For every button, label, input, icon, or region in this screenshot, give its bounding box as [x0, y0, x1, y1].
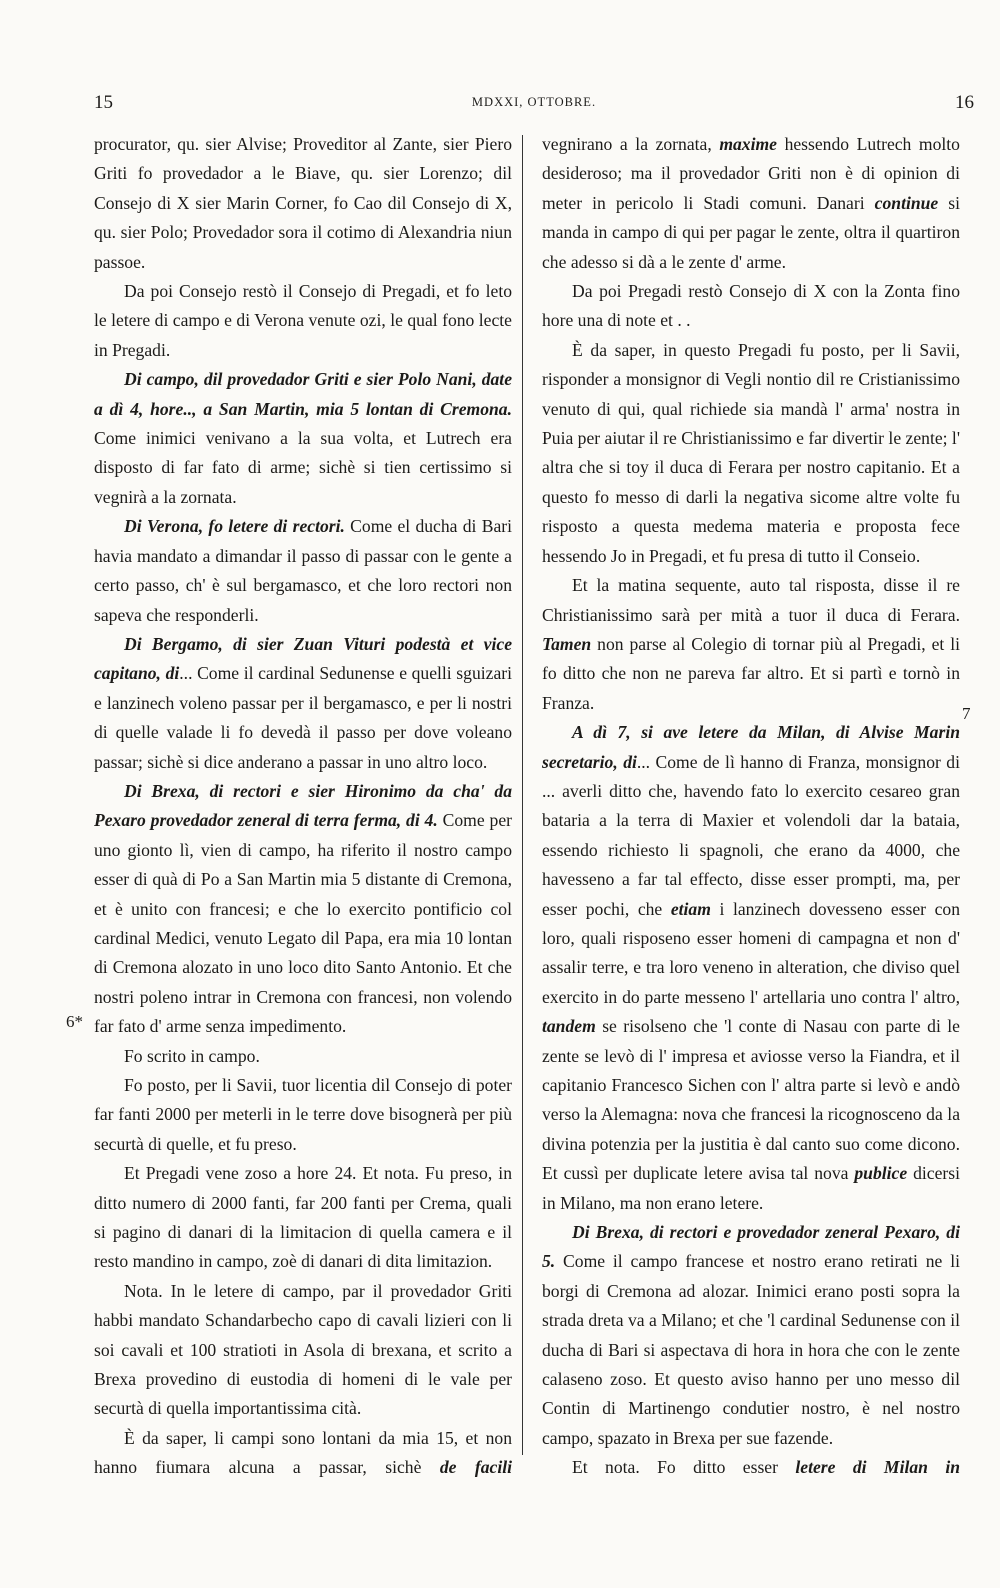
- paragraph-text: Come inimici venivano a la sua volta, et Lutrech era disposto di far fato di arme; sichè si tien certissimo si vegnirà a la zornata.: [94, 428, 512, 507]
- paragraph: Nota. In le letere di campo, par il provedador Griti habbi mandato Schandarbecho capo di cavali lizieri con li soi cavali et 100 stratioti in Asola di brexana, et scrito a Brexa provedino di eustodia di homeni di le vale per securtà di quella importantissima cità.: [94, 1280, 512, 1419]
- page-number-right: 16: [955, 92, 974, 113]
- paragraph: [94, 777, 512, 1042]
- paragraph-text: vegnirano a la zornata,: [542, 134, 720, 154]
- italic-phrase: tandem: [542, 1016, 596, 1037]
- paragraph: [94, 630, 512, 777]
- paragraph: Da poi Consejo restò il Consejo di Pregadi, et fo leto le letere di campo e di Verona venute ozi, le qual fono lecte in Pregadi.: [94, 281, 512, 360]
- paragraph: Fo posto, per li Savii, tuor licentia dil Consejo di poter far fanti 2000 per meterli in le terre dove bisognerà per più securtà di quelle, et fu preso.: [94, 1075, 512, 1154]
- paragraph-text: hessendo Lutrech molto desideroso; ma il provedador Griti non è di opinion di meter in pericolo li Stadi comuni. Danari: [542, 134, 960, 213]
- paragraph-text: Et la matina sequente, auto tal risposta, disse il re Christianissimo sarà per mità a tuor il duca di Ferara.: [542, 575, 960, 625]
- italic-phrase: de facili: [439, 1457, 512, 1478]
- italic-phrase: maxime: [719, 134, 777, 154]
- paragraph: Et Pregadi vene zoso a hore 24. Et nota. Fu preso, in ditto numero di 2000 fanti, far 200 fanti per Crema, quali si pagino di danari di la limitacion di quella camera e il resto mandino in campo, zoè di danari di dita limitazion.: [94, 1163, 512, 1272]
- right-column: [542, 130, 960, 1483]
- margin-note-right: 7: [962, 704, 971, 723]
- paragraph-text: si manda in campo di qui per pagar le zente, oltra il quartiron che adesso si dà a le zente d' arme.: [542, 192, 960, 272]
- paragraph: procurator, qu. sier Alvise; Proveditor al Zante, sier Piero Griti fo provedador a le Biave, qu. sier Lorenzo; dil Consejo di X sier Marin Corner, fo Cao dil Consejo di X, qu. sier Polo; Provedador sora il cotimo di Alexandria niun passoe.: [94, 134, 512, 272]
- paragraph: [542, 718, 960, 1218]
- paragraph: [94, 365, 512, 512]
- italic-heading: A dì 7, si ave letere da Milan, di Alvise Marin secretario, di: [542, 722, 960, 772]
- column-divider: [522, 135, 523, 1455]
- italic-heading: Di Bergamo, di sier Zuan Vituri podestà et vice capitano, di: [94, 633, 512, 684]
- paragraph-text: non parse al Colegio di tornar più al Pregadi, et li fo ditto che non ne pareva far altro. Et si partì e tornò in Franza.: [542, 633, 960, 713]
- italic-heading: Di Brexa, di rectori e sier Hironimo da cha' da Pexaro provedador zeneral di terra ferma, di 4.: [94, 780, 512, 831]
- paragraph-text: dicersi in Milano, ma non erano letere.: [542, 1163, 961, 1213]
- paragraph-text: È da saper, li campi sono lontani da mia 15, et non hanno fiumara alcuna a passar, sichè: [94, 1427, 512, 1478]
- italic-phrase: publice: [854, 1163, 908, 1184]
- left-column: [94, 130, 512, 1483]
- paragraph-text: ... Come de lì hanno di Franza, monsignor di ... averli ditto che, havendo fato lo exercito cesareo gran bataria a la terra di Maxier et volendoli dar la bataia, essendo richiesto li spagnoli, che erano da 4000, che havesseno a far tal effecto, disse esser prompti, ma, per esser pochi, che: [542, 751, 960, 919]
- paragraph: Da poi Pregadi restò Consejo di X con la Zonta fino hore una di note et . .: [542, 281, 960, 331]
- paragraph: [542, 1218, 960, 1453]
- paragraph-text: Et nota. Fo ditto esser: [572, 1457, 796, 1478]
- paragraph: [94, 1424, 512, 1483]
- paragraph-text: Come per uno gionto lì, vien di campo, ha riferito il nostro campo esser di quà di Po a San Martin mia 5 distante di Cremona, et è unito con francesi; e che lo exercito pontificio col cardinal Medici, venuto Legato dil Papa, era mia 10 lontan di Cremona alozato in uno loco dito Santo Antonio. Et che nostri poleno intrar in Cremona con francesi, non volendo far fato d' arme senza impedimento.: [94, 810, 512, 1037]
- italic-phrase: letere di Milan in: [795, 1457, 961, 1478]
- paragraph: È da saper, in questo Pregadi fu posto, per li Savii, risponder a monsignor di Vegli nontio dil re Cristianissimo venuto di qui, qual richiede sia mandà l' arma' nostra in Puia per aiutar il re Christianissimo e far divertir le zente; l' altra che si toy il duca di Ferara per nostro capitanio. Et a questo fo messo di darli la negativa sicome altre volte fu risposto a questa medema materia e proposta fece hessendo Jo in Pregadi, et fu presa di tutto il Conseio.: [542, 339, 960, 566]
- paragraph: [542, 130, 960, 277]
- running-title: MDXXI, OTTOBRE.: [471, 95, 597, 109]
- italic-heading: Di Verona, fo letere di rectori.: [124, 516, 345, 537]
- paragraph-text: se risolseno che 'l conte di Nasau con parte di le zente se levò di l' impresa et aviosse verso la Fiandra, et il capitanio Francesco Sichen con l' altra parte si levò e andò verso la Alemagna: nova che francesi la ricognosceno da la divina potenzia per la justitia è dal canto suo come dicono. Et cussì per duplicate letere avisa tal nova: [542, 1016, 960, 1184]
- margin-note-left: 6*: [66, 1012, 83, 1031]
- italic-phrase: continue: [874, 192, 939, 213]
- page-number-left: 15: [94, 92, 113, 113]
- paragraph-text: Come el ducha di Bari havia mandato a dimandar il passo di passar con le gente a certo passo, ch' è sul bergamasco, et che loro rectori non sapeva che responderli.: [94, 516, 512, 625]
- paragraph-text: i lanzinech dovesseno esser con loro, quali risposeno esser homeni di campagna et non d' assalir terre, e tra loro veneno in alteration, che diviso quel exercito in do parte messeno l' artellaria uno contra l' altro,: [542, 898, 960, 1007]
- paragraph: [542, 1453, 960, 1482]
- paragraph-text: Come il campo francese et nostro erano retirati ne li borgi di Cremona ad alozar. Inimici erano posti sopra la strada dreta va a Milano; et che 'l cardinal Sedunense con il ducha di Bari si aspectava di hora in hora che con le zente calaseno zoso. Et questo aviso hanno per uno messo dil Contin di Martinengo condutier nostro, è nel nostro campo, spazato in Brexa per sue fazende.: [542, 1251, 960, 1448]
- page-header: [94, 92, 974, 116]
- paragraph: Fo scrito in campo.: [124, 1045, 260, 1066]
- italic-phrase: etiam: [670, 898, 711, 919]
- paragraph: [542, 571, 960, 718]
- italic-heading: Di Brexa, di rectori e provedador zeneral Pexaro, di 5.: [542, 1222, 960, 1272]
- italic-phrase: Tamen: [542, 633, 592, 654]
- paragraph-text: ... Come il cardinal Sedunense e quelli sguizari e lanzinech voleno passar per il bergamasco, e per li nostri di quelle valade li fo devedà il passo per dove voleano passar; sichè si dice anderano a passar in uno altro loco.: [94, 663, 512, 772]
- paragraph: [94, 512, 512, 630]
- italic-heading: Di campo, dil provedador Griti e sier Polo Nani, date a dì 4, hore.., a San Martin, mia 5 lontan di Cremona.: [94, 369, 512, 419]
